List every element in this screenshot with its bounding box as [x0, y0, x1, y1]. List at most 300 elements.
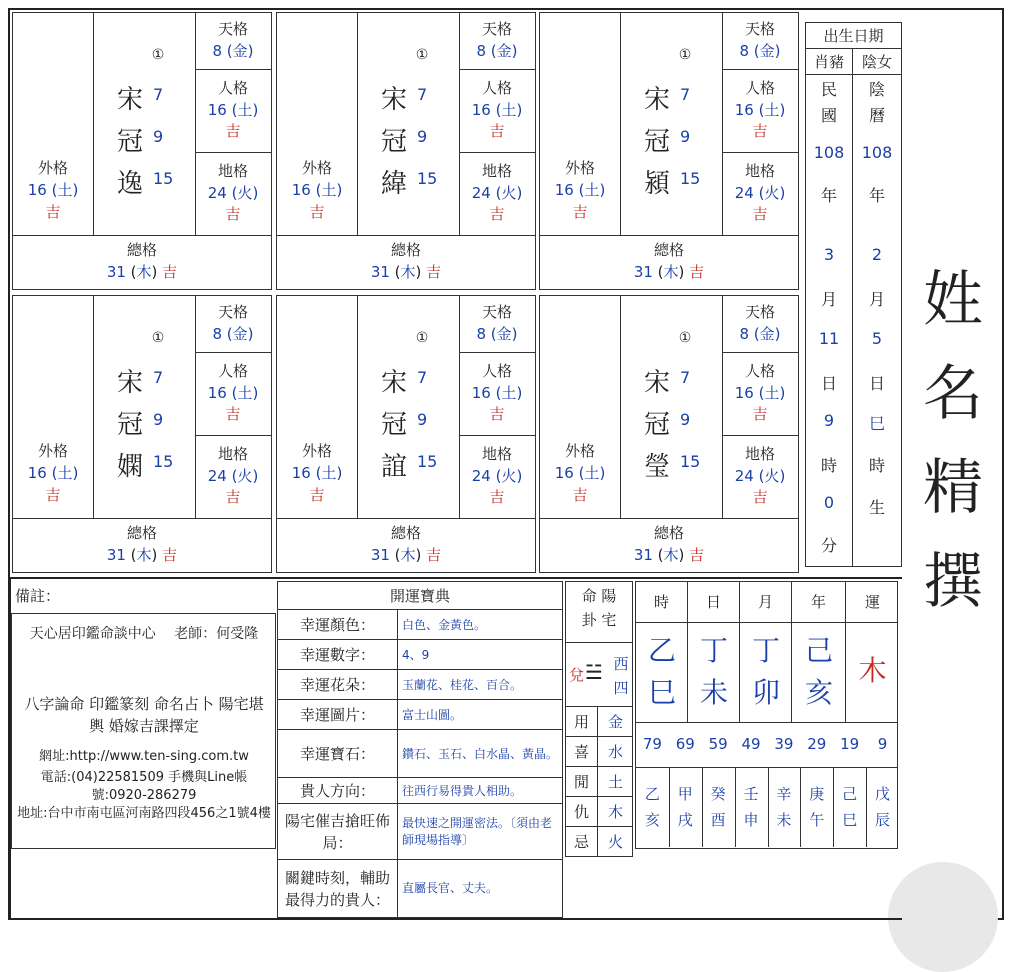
- element-key: 喜: [566, 737, 598, 767]
- earth-grid-luck: 吉: [752, 488, 768, 507]
- treasure-row: [278, 730, 562, 778]
- card-divider: [620, 13, 621, 235]
- earth-grid-element: 火: [501, 183, 517, 202]
- birth-left-item: 日: [820, 374, 837, 393]
- outer-grid-luck: 吉: [45, 202, 61, 221]
- element-key: 用: [566, 707, 598, 737]
- total-grid: [277, 235, 535, 289]
- birth-right-item: 108: [861, 143, 893, 162]
- given-name-1: 冠: [381, 410, 408, 440]
- bazi-header: 日: [688, 582, 740, 622]
- birth-right-item: 月: [868, 290, 885, 309]
- earth-grid-luck: 吉: [752, 205, 768, 224]
- person-grid-value: 16 (土): [734, 383, 786, 402]
- total-grid-paren: ): [151, 546, 163, 564]
- pillar-column: [636, 623, 688, 722]
- heaven-grid: [722, 13, 798, 69]
- total-grid-luck: 吉: [689, 546, 705, 564]
- given-name-1-strokes: 9: [417, 410, 428, 429]
- dayun-branch: 午: [809, 811, 825, 829]
- person-grid: [459, 69, 535, 152]
- person-grid-luck: 吉: [225, 405, 241, 424]
- total-grid: [13, 235, 271, 289]
- given-name-1: 冠: [117, 410, 144, 440]
- treasure-row: [278, 860, 562, 917]
- heaven-grid-number: 8: [476, 42, 487, 60]
- earth-grid-value: 24 (火): [734, 183, 786, 202]
- circle-marker: ①: [415, 47, 429, 63]
- dayun-col-divider: [768, 767, 769, 847]
- treasure-value: 最快速之開運密法。〔須由老師現場指導〕: [402, 816, 553, 847]
- surname-strokes: 7: [417, 85, 428, 104]
- dayun-age: 29: [807, 735, 827, 753]
- heaven-grid-label: 天格: [744, 20, 775, 39]
- dayun-branch: 酉: [710, 811, 726, 829]
- given-name-2-strokes: 15: [417, 452, 438, 471]
- person-grid-luck: 吉: [225, 122, 241, 141]
- treasure-value: 白色、金黃色。: [402, 617, 487, 632]
- element-value: 火: [607, 833, 623, 851]
- total-grid: [277, 518, 535, 572]
- treasure-row: [278, 670, 562, 700]
- person-grid-number: 16: [734, 100, 754, 119]
- dayun-age: 49: [741, 735, 761, 753]
- treasure-key: 幸運寶石：: [278, 730, 398, 778]
- total-grid-paren: (: [125, 546, 137, 564]
- heaven-grid-label: 天格: [217, 20, 248, 39]
- earth-grid-luck: 吉: [225, 488, 241, 507]
- earth-grid-number: 24: [207, 183, 227, 202]
- surname: 宋: [644, 368, 671, 398]
- person-grid: [195, 69, 271, 152]
- earth-grid-label: 地格: [217, 161, 248, 180]
- bazi-header: 年: [792, 582, 846, 622]
- person-grid-number: 16: [207, 383, 227, 402]
- treasure-key: 貴人方向：: [278, 778, 398, 804]
- pillar-stem: 丁: [751, 634, 780, 667]
- earth-grid-label: 地格: [744, 444, 775, 463]
- heaven-grid-value: 8 (金): [212, 42, 254, 60]
- element-key: 忌: [566, 827, 598, 857]
- dayun-col-divider: [833, 767, 834, 847]
- pillar-branch: 巳: [647, 676, 676, 709]
- total-grid-luck: 吉: [426, 263, 442, 281]
- dayun-stem: 戊: [875, 785, 891, 803]
- treasure-key: 陽宅催吉搶旺佈局：: [278, 804, 398, 860]
- earth-grid-number: 24: [734, 183, 754, 202]
- treasure-value: 鑽石、玉石、白水晶、黃晶。: [402, 746, 559, 761]
- earth-grid: [722, 435, 798, 518]
- title-char: 名: [923, 359, 983, 429]
- earth-grid: [459, 152, 535, 235]
- notes-label: 備註：: [15, 587, 61, 605]
- total-grid-label: 總格: [390, 524, 421, 543]
- notes-phone: 電話:(04)22581509 手機與Line帳號:0920-286279: [40, 770, 248, 803]
- birth-left-item: 108: [813, 143, 845, 162]
- heaven-grid: [195, 13, 271, 69]
- dayun-col-divider: [735, 767, 736, 847]
- dayun-col-divider: [669, 767, 670, 847]
- person-grid-luck: 吉: [752, 122, 768, 141]
- total-grid-label: 總格: [126, 524, 157, 543]
- element-row: [566, 767, 632, 797]
- outer-grid-element: 土: [584, 181, 600, 200]
- heaven-grid-value: 8 (金): [476, 42, 518, 60]
- gua-h2: 陽: [601, 587, 617, 605]
- heaven-grid-label: 天格: [744, 303, 775, 322]
- gua-direction: [610, 652, 632, 700]
- birth-right-col: [853, 75, 901, 566]
- dayun-branch: 辰: [875, 811, 891, 829]
- earth-grid-element: 火: [764, 183, 780, 202]
- given-name-2: 逸: [117, 169, 144, 199]
- surname-strokes: 7: [153, 85, 164, 104]
- birth-right-item: 生: [868, 498, 885, 517]
- total-grid-paren: (: [125, 263, 137, 281]
- given-name-1: 冠: [644, 127, 671, 157]
- heaven-grid-number: 8: [212, 42, 223, 60]
- heaven-grid-value: 8 (金): [212, 325, 254, 343]
- birth-left-item: 國: [820, 106, 837, 125]
- circle-marker: ①: [151, 47, 165, 63]
- outer-grid-number: 16: [27, 181, 47, 200]
- outer-grid-element: 土: [321, 464, 337, 483]
- dayun-col-divider: [702, 767, 703, 847]
- heaven-grid: [195, 296, 271, 352]
- person-grid: [195, 352, 271, 435]
- person-grid-number: 16: [471, 100, 491, 119]
- person-grid-label: 人格: [217, 78, 248, 97]
- notes-services: 八字論命 印鑑篆刻 命名占卜 陽宅堪輿 婚嫁吉課擇定: [24, 695, 264, 735]
- element-value: 水: [607, 743, 623, 761]
- bazi-panel: [635, 581, 900, 851]
- earth-grid-element: 火: [237, 183, 253, 202]
- dayun-age: 19: [840, 735, 860, 753]
- treasure-row: [278, 804, 562, 860]
- total-grid-number: 31: [106, 263, 126, 281]
- total-grid-label: 總格: [653, 524, 684, 543]
- decorative-circle: [888, 862, 998, 972]
- surname-strokes: 7: [680, 85, 691, 104]
- outer-grid-label: 外格: [37, 159, 68, 178]
- birth-right-item: 日: [868, 374, 885, 393]
- given-name-1-strokes: 9: [153, 410, 164, 429]
- total-grid-value: [107, 262, 177, 284]
- total-grid-number: 31: [106, 546, 126, 564]
- earth-grid: [195, 435, 271, 518]
- person-grid-label: 人格: [481, 361, 512, 380]
- surname: 宋: [117, 85, 144, 115]
- treasure-key: 幸運花朵：: [278, 670, 398, 700]
- total-grid-label: 總格: [126, 241, 157, 260]
- treasure-key: 幸運圖片：: [278, 700, 398, 730]
- total-grid-paren: (: [652, 546, 664, 564]
- trigram-icon: ☱: [585, 660, 603, 684]
- total-grid: [540, 235, 798, 289]
- birth-panel: [805, 22, 902, 567]
- given-name-2-strokes: 15: [417, 169, 438, 188]
- dayun-stem: 乙: [644, 785, 660, 803]
- dayun-branch: 亥: [644, 811, 660, 829]
- circle-marker: ①: [415, 330, 429, 346]
- outer-grid: [13, 434, 93, 514]
- earth-grid-value: 24 (火): [207, 466, 259, 485]
- outer-grid-number: 16: [27, 464, 47, 483]
- outer-grid-number: 16: [554, 464, 574, 483]
- outer-grid-value: 16 (土): [27, 181, 79, 200]
- total-grid-luck: 吉: [162, 546, 178, 564]
- given-name-2: 瑩: [644, 452, 671, 482]
- title-char: 精: [923, 453, 983, 523]
- person-grid: [722, 352, 798, 435]
- treasure-key: 幸運數字：: [278, 640, 398, 670]
- person-grid-element: 土: [764, 383, 780, 402]
- treasure-key: 幸運顏色：: [278, 610, 398, 640]
- title-char: 撰: [923, 547, 983, 617]
- total-grid: [540, 518, 798, 572]
- yun-element: 木: [858, 654, 887, 687]
- given-name-2-strokes: 15: [680, 169, 701, 188]
- outer-grid-luck: 吉: [45, 485, 61, 504]
- earth-grid-luck: 吉: [489, 205, 505, 224]
- heaven-grid-number: 8: [739, 325, 750, 343]
- earth-grid-luck: 吉: [225, 205, 241, 224]
- treasure-row: [278, 700, 562, 730]
- person-grid-label: 人格: [217, 361, 248, 380]
- outer-grid-value: 16 (土): [291, 464, 343, 483]
- notes-website: 網址:http://www.ten-sing.com.tw: [39, 749, 249, 764]
- total-grid-label: 總格: [390, 241, 421, 260]
- earth-grid: [459, 435, 535, 518]
- outer-grid-label: 外格: [301, 159, 332, 178]
- name-card: [276, 295, 536, 573]
- heaven-grid: [459, 13, 535, 69]
- outer-grid: [540, 151, 620, 231]
- pillar-branch: 未: [699, 676, 728, 709]
- heaven-grid-number: 8: [212, 325, 223, 343]
- outer-grid-luck: 吉: [572, 485, 588, 504]
- outer-grid-number: 16: [291, 464, 311, 483]
- person-grid-value: 16 (土): [471, 100, 523, 119]
- dayun-table: [635, 723, 898, 849]
- total-grid-paren: ): [678, 546, 690, 564]
- outer-grid-value: 16 (土): [554, 464, 606, 483]
- treasure-value: 直屬長官、丈夫。: [402, 881, 499, 895]
- total-grid-value: [371, 262, 441, 284]
- heaven-grid-value: 8 (金): [739, 42, 781, 60]
- gua-h4: 宅: [601, 611, 617, 629]
- pillar-stem: 丁: [699, 634, 728, 667]
- surname: 宋: [644, 85, 671, 115]
- dayun-age: 79: [642, 735, 662, 753]
- total-grid-number: 31: [370, 263, 390, 281]
- given-name-1-strokes: 9: [153, 127, 164, 146]
- outer-grid-luck: 吉: [309, 202, 325, 221]
- total-grid-paren: ): [678, 263, 690, 281]
- birth-left-item: 民: [820, 80, 837, 99]
- name-card: [539, 12, 799, 290]
- birth-left-item: 年: [820, 186, 837, 205]
- earth-grid-label: 地格: [481, 444, 512, 463]
- treasure-value: 玉蘭花、桂花、百合。: [402, 677, 523, 692]
- given-name-2: 緯: [381, 169, 408, 199]
- person-grid-value: 16 (土): [207, 100, 259, 119]
- dayun-col-divider: [866, 767, 867, 847]
- given-name-1-strokes: 9: [417, 127, 428, 146]
- element-key: 仇: [566, 797, 598, 827]
- surname-strokes: 7: [417, 368, 428, 387]
- given-name-1-strokes: 9: [680, 410, 691, 429]
- treasure-title: 開運寶典: [278, 582, 562, 610]
- total-grid: [13, 518, 271, 572]
- person-grid-element: 土: [764, 100, 780, 119]
- dayun-divider: [636, 767, 897, 768]
- pillar-branch: 亥: [804, 676, 833, 709]
- heaven-grid-element: 金: [759, 42, 775, 60]
- gua-h1: 命: [581, 587, 597, 605]
- given-name-2-strokes: 15: [680, 452, 701, 471]
- birth-left-item: 月: [820, 290, 837, 309]
- card-divider: [357, 296, 358, 518]
- gua-si: 四: [613, 679, 629, 697]
- earth-grid-value: 24 (火): [471, 183, 523, 202]
- heaven-grid-element: 金: [496, 42, 512, 60]
- total-grid-number: 31: [370, 546, 390, 564]
- notes-center: 天心居印鑑命談中心 老師：何受隆: [29, 626, 259, 642]
- earth-grid: [722, 152, 798, 235]
- dayun-stem: 甲: [677, 785, 693, 803]
- surname-strokes: 7: [680, 368, 691, 387]
- treasure-value: 往西行易得貴人相助。: [402, 783, 523, 798]
- dayun-stem: 己: [842, 785, 858, 803]
- total-grid-element: 木: [136, 263, 152, 281]
- birth-left-item: 0: [823, 493, 835, 512]
- name-card: [276, 12, 536, 290]
- bazi-header: 運: [864, 593, 880, 611]
- outer-grid-luck: 吉: [309, 485, 325, 504]
- element-row: [566, 737, 632, 767]
- birth-left-item: 9: [823, 411, 835, 430]
- element-value: 木: [607, 803, 623, 821]
- outer-grid-number: 16: [554, 181, 574, 200]
- pillar-column: [688, 623, 740, 722]
- gua-h3: 卦: [581, 611, 597, 629]
- outer-grid: [277, 434, 357, 514]
- treasure-value: 富士山圖。: [402, 707, 463, 722]
- outer-grid-label: 外格: [301, 442, 332, 461]
- heaven-grid-number: 8: [739, 42, 750, 60]
- total-grid-paren: ): [415, 263, 427, 281]
- earth-grid-label: 地格: [217, 444, 248, 463]
- heaven-grid-element: 金: [759, 325, 775, 343]
- treasure-value: 4、9: [402, 647, 430, 662]
- circle-marker: ①: [151, 330, 165, 346]
- circle-marker: ①: [678, 47, 692, 63]
- total-grid-value: [634, 545, 704, 567]
- birth-left-item: 3: [823, 245, 835, 264]
- surname: 宋: [381, 368, 408, 398]
- outer-grid: [540, 434, 620, 514]
- card-divider: [357, 13, 358, 235]
- total-grid-value: [371, 545, 441, 567]
- surname: 宋: [117, 368, 144, 398]
- pillar-stem: 己: [804, 634, 833, 667]
- dayun-branch: 巳: [842, 811, 858, 829]
- outer-grid-luck: 吉: [572, 202, 588, 221]
- total-grid-element: 木: [400, 546, 416, 564]
- person-grid-label: 人格: [744, 361, 775, 380]
- given-name-1-strokes: 9: [680, 127, 691, 146]
- heaven-grid-label: 天格: [217, 303, 248, 322]
- heaven-grid: [459, 296, 535, 352]
- given-name-2: 誼: [381, 452, 408, 482]
- bazi-pillar-row: [635, 623, 898, 723]
- surname: 宋: [381, 85, 408, 115]
- person-grid-element: 土: [501, 383, 517, 402]
- dayun-age: 39: [774, 735, 794, 753]
- given-name-1: 冠: [117, 127, 144, 157]
- earth-grid: [195, 152, 271, 235]
- birth-left-col: [806, 75, 853, 566]
- birth-right-item: 陰: [868, 80, 885, 99]
- notes-address: 地址:台中市南屯區河南路四段456之1號4樓: [17, 806, 271, 821]
- total-grid-luck: 吉: [689, 263, 705, 281]
- pillar-branch: 卯: [751, 676, 780, 709]
- person-grid-element: 土: [501, 100, 517, 119]
- total-grid-luck: 吉: [162, 263, 178, 281]
- birth-right-item: 曆: [868, 106, 885, 125]
- total-grid-value: [634, 262, 704, 284]
- person-grid-value: 16 (土): [207, 383, 259, 402]
- given-name-2: 潁: [644, 169, 671, 199]
- heaven-grid-number: 8: [476, 325, 487, 343]
- total-grid-element: 木: [400, 263, 416, 281]
- earth-grid-number: 24: [207, 466, 227, 485]
- card-divider: [93, 13, 94, 235]
- person-grid-luck: 吉: [489, 122, 505, 141]
- outer-grid-value: 16 (土): [554, 181, 606, 200]
- surname-strokes: 7: [153, 368, 164, 387]
- earth-grid-label: 地格: [481, 161, 512, 180]
- total-grid-paren: (: [652, 263, 664, 281]
- total-grid-paren: (: [389, 263, 401, 281]
- dayun-col-divider: [800, 767, 801, 847]
- outer-grid-label: 外格: [564, 442, 595, 461]
- earth-grid-element: 火: [764, 466, 780, 485]
- dayun-branch: 戌: [677, 811, 693, 829]
- treasure-row: [278, 778, 562, 804]
- total-grid-value: [107, 545, 177, 567]
- dayun-branch: 未: [776, 811, 792, 829]
- outer-grid-label: 外格: [37, 442, 68, 461]
- heaven-grid-element: 金: [496, 325, 512, 343]
- person-grid-value: 16 (土): [471, 383, 523, 402]
- earth-grid-element: 火: [237, 466, 253, 485]
- given-name-1: 冠: [381, 127, 408, 157]
- outer-grid-label: 外格: [564, 159, 595, 178]
- dayun-age: 59: [708, 735, 728, 753]
- title-char: 姓: [923, 265, 983, 335]
- birth-right-item: 5: [871, 329, 883, 348]
- person-grid: [722, 69, 798, 152]
- birth-left-item: 分: [820, 536, 837, 555]
- birth-right-item: 年: [868, 186, 885, 205]
- gua-xi: 西: [613, 655, 629, 673]
- treasure-key: 關鍵時刻，輔助最得力的貴人：: [278, 860, 398, 917]
- person-grid-label: 人格: [481, 78, 512, 97]
- heaven-grid: [722, 296, 798, 352]
- circle-marker: ①: [678, 330, 692, 346]
